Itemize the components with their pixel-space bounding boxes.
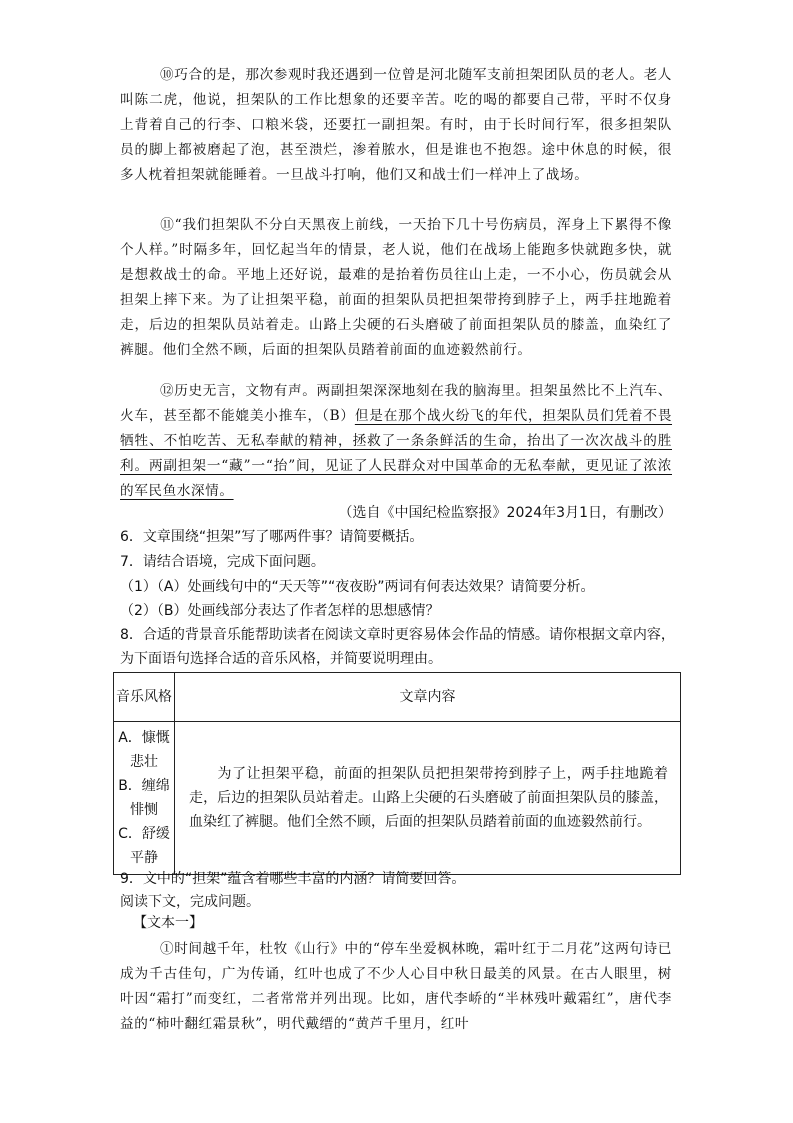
option-c: C．舒缓平静 xyxy=(118,826,170,866)
paragraph-12-text: ⑫历史无言，文物有声。两副担架深深地刻在我的脑海里。担架虽然比不上汽车、火车，甚至都不能媲美小推车，（B） xyxy=(120,383,672,424)
text-one-paragraph-1-text: ①时间越千年，杜牧《山行》中的“停车坐爱枫林晚，霜叶红于二月花”这两句诗已成为千古佳句，广为传诵，红叶也成了不少人心目中秋日最美的风景。在古人眼里，树叶因“霜打”而变红，二者常常并列出现。比如，唐代李峤的“半林残叶戴霜红”，唐代李益的“柿叶翻红霜景秋”，明代戴缙的“黄芦千里月，红叶 xyxy=(120,941,672,1032)
source-citation: （选自《中国纪检监察报》2024年3月1日，有删改） xyxy=(338,505,672,521)
article-content-text: 为了让担架平稳，前面的担架队员把担架带挎到脖子上，两手拄地跪着走，后边的担架队员站着走。山路上尖硬的石头磨破了前面担架队员的膝盖，血染红了裤腿。他们全然不顾，后面的担架队员踏着前面的血迹毅然前行。 xyxy=(189,766,668,830)
option-b: B．缠绵悱恻 xyxy=(118,778,170,818)
paragraph-10-text: ⑩巧合的是，那次参观时我还遇到一位曾是河北随军支前担架团队员的老人。老人叫陈二虎，他说，担架队的工作比想象的还要辛苦。吃的喝的都要自己带，平时不仅身上背着自己的行李、口粮米袋，还要扛一副担架。有时，由于长时间行军，很多担架队员的脚上都被磨起了泡，甚至溃烂，渗着脓水，但是谁也不抱怨。途中休息的时候，很多人枕着担架就能睡着。一旦战斗打响，他们又和战士们一样冲上了战场。 xyxy=(120,67,672,183)
paragraph-10 xyxy=(120,63,672,188)
article-content-cell xyxy=(175,722,681,875)
paragraph-12 xyxy=(120,379,672,504)
question-7: 7．请结合语境，完成下面问题。 xyxy=(120,554,325,570)
question-9: 9．文中的“担架”蕴含着哪些丰富的内涵？请简要回答。 xyxy=(120,871,466,887)
underlined-sentence-b: 但是在那个战火纷飞的年代，担架队员们凭着不畏牺牲、不怕吃苦、无私奉献的精神，拯救了一条条鲜活的生命，抬出了一次次战斗的胜利。两副担架一“藏”一“抬”间，见证了人民群众对中国革命的无私奉献，更见证了浓浓的军民鱼水深情。 xyxy=(120,408,673,499)
text-one-title: 【文本一】 xyxy=(133,915,203,931)
reading-instruction: 阅读下文，完成问题。 xyxy=(120,894,260,910)
paragraph-11 xyxy=(120,213,672,363)
question-6: 6．文章围绕“担架”写了哪两件事？请简要概括。 xyxy=(120,529,424,545)
header-music-style: 音乐风格 xyxy=(114,673,175,722)
table-header-row xyxy=(114,673,681,722)
header-article-content: 文章内容 xyxy=(175,673,681,722)
text-one-paragraph-1 xyxy=(120,937,672,1037)
question-7-2: （2）（B）处画线部分表达了作者怎样的思想感情？ xyxy=(120,603,440,619)
music-style-table xyxy=(113,672,681,875)
question-8: 8．合适的背景音乐能帮助读者在阅读文章时更容易体会作品的情感。请你根据文章内容，为下面语句选择合适的音乐风格，并简要说明理由。 xyxy=(120,627,675,667)
option-a: A．慷慨悲壮 xyxy=(118,730,170,770)
table-row xyxy=(114,722,681,875)
music-style-options xyxy=(114,722,175,875)
paragraph-11-text: ⑪“我们担架队不分白天黑夜上前线，一天抬下几十号伤病员，浑身上下累得不像个人样。”时隔多年，回忆起当年的情景，老人说，他们在战场上能跑多快就跑多快，就是想救战士的命。平地上还好说，最难的是抬着伤员往山上走，一不小心，伤员就会从担架上摔下来。为了让担架平稳，前面的担架队员把担架带挎到脖子上，两手拄地跪着走，后边的担架队员站着走。山路上尖硬的石头磨破了前面担架队员的膝盖，血染红了裤腿。他们全然不顾，后面的担架队员踏着前面的血迹毅然前行。 xyxy=(120,217,672,358)
question-7-1: （1）（A）处画线句中的“天天等”“夜夜盼”两词有何表达效果？请简要分析。 xyxy=(120,579,595,595)
